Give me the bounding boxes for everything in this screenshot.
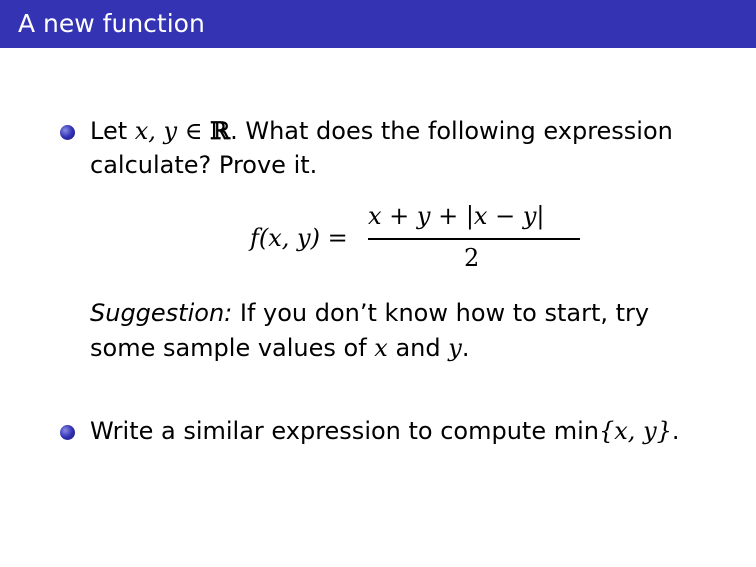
- formula-lhs: f(x, y) =: [250, 224, 348, 252]
- math-vars: x, y: [134, 117, 178, 145]
- text: . What does the following expression: [230, 117, 673, 145]
- text: If you don’t know how to start, try: [232, 299, 650, 327]
- bullet-2-line-1: [90, 414, 680, 448]
- formula-denominator: 2: [464, 244, 480, 272]
- text: and: [387, 334, 449, 362]
- math-set: {x, y}: [599, 417, 672, 445]
- text: Write a similar expression to compute min: [90, 417, 599, 445]
- fraction-bar: [368, 238, 580, 240]
- text: .: [671, 417, 680, 445]
- suggestion-label: Suggestion:: [90, 299, 233, 327]
- bullet-1-line-1: [90, 114, 673, 148]
- bullet-1-line-2: [90, 148, 317, 182]
- suggestion-line-1: [90, 296, 649, 330]
- formula: [250, 200, 580, 280]
- math-y: y: [448, 334, 462, 362]
- text: some sample values of: [90, 334, 375, 362]
- slide-title-bar: [0, 0, 756, 48]
- math-reals: ℝ: [210, 116, 231, 145]
- math-x: x: [374, 334, 388, 362]
- text: Let: [90, 117, 135, 145]
- formula-numerator: x + y + |x − y|: [368, 202, 545, 230]
- math-in: ∈: [177, 117, 211, 145]
- slide-title: A new function: [18, 9, 205, 38]
- bullet-marker: [60, 425, 75, 440]
- suggestion-line-2: [90, 331, 469, 365]
- bullet-marker: [60, 125, 75, 140]
- text: calculate? Prove it.: [90, 151, 318, 179]
- text: .: [461, 334, 470, 362]
